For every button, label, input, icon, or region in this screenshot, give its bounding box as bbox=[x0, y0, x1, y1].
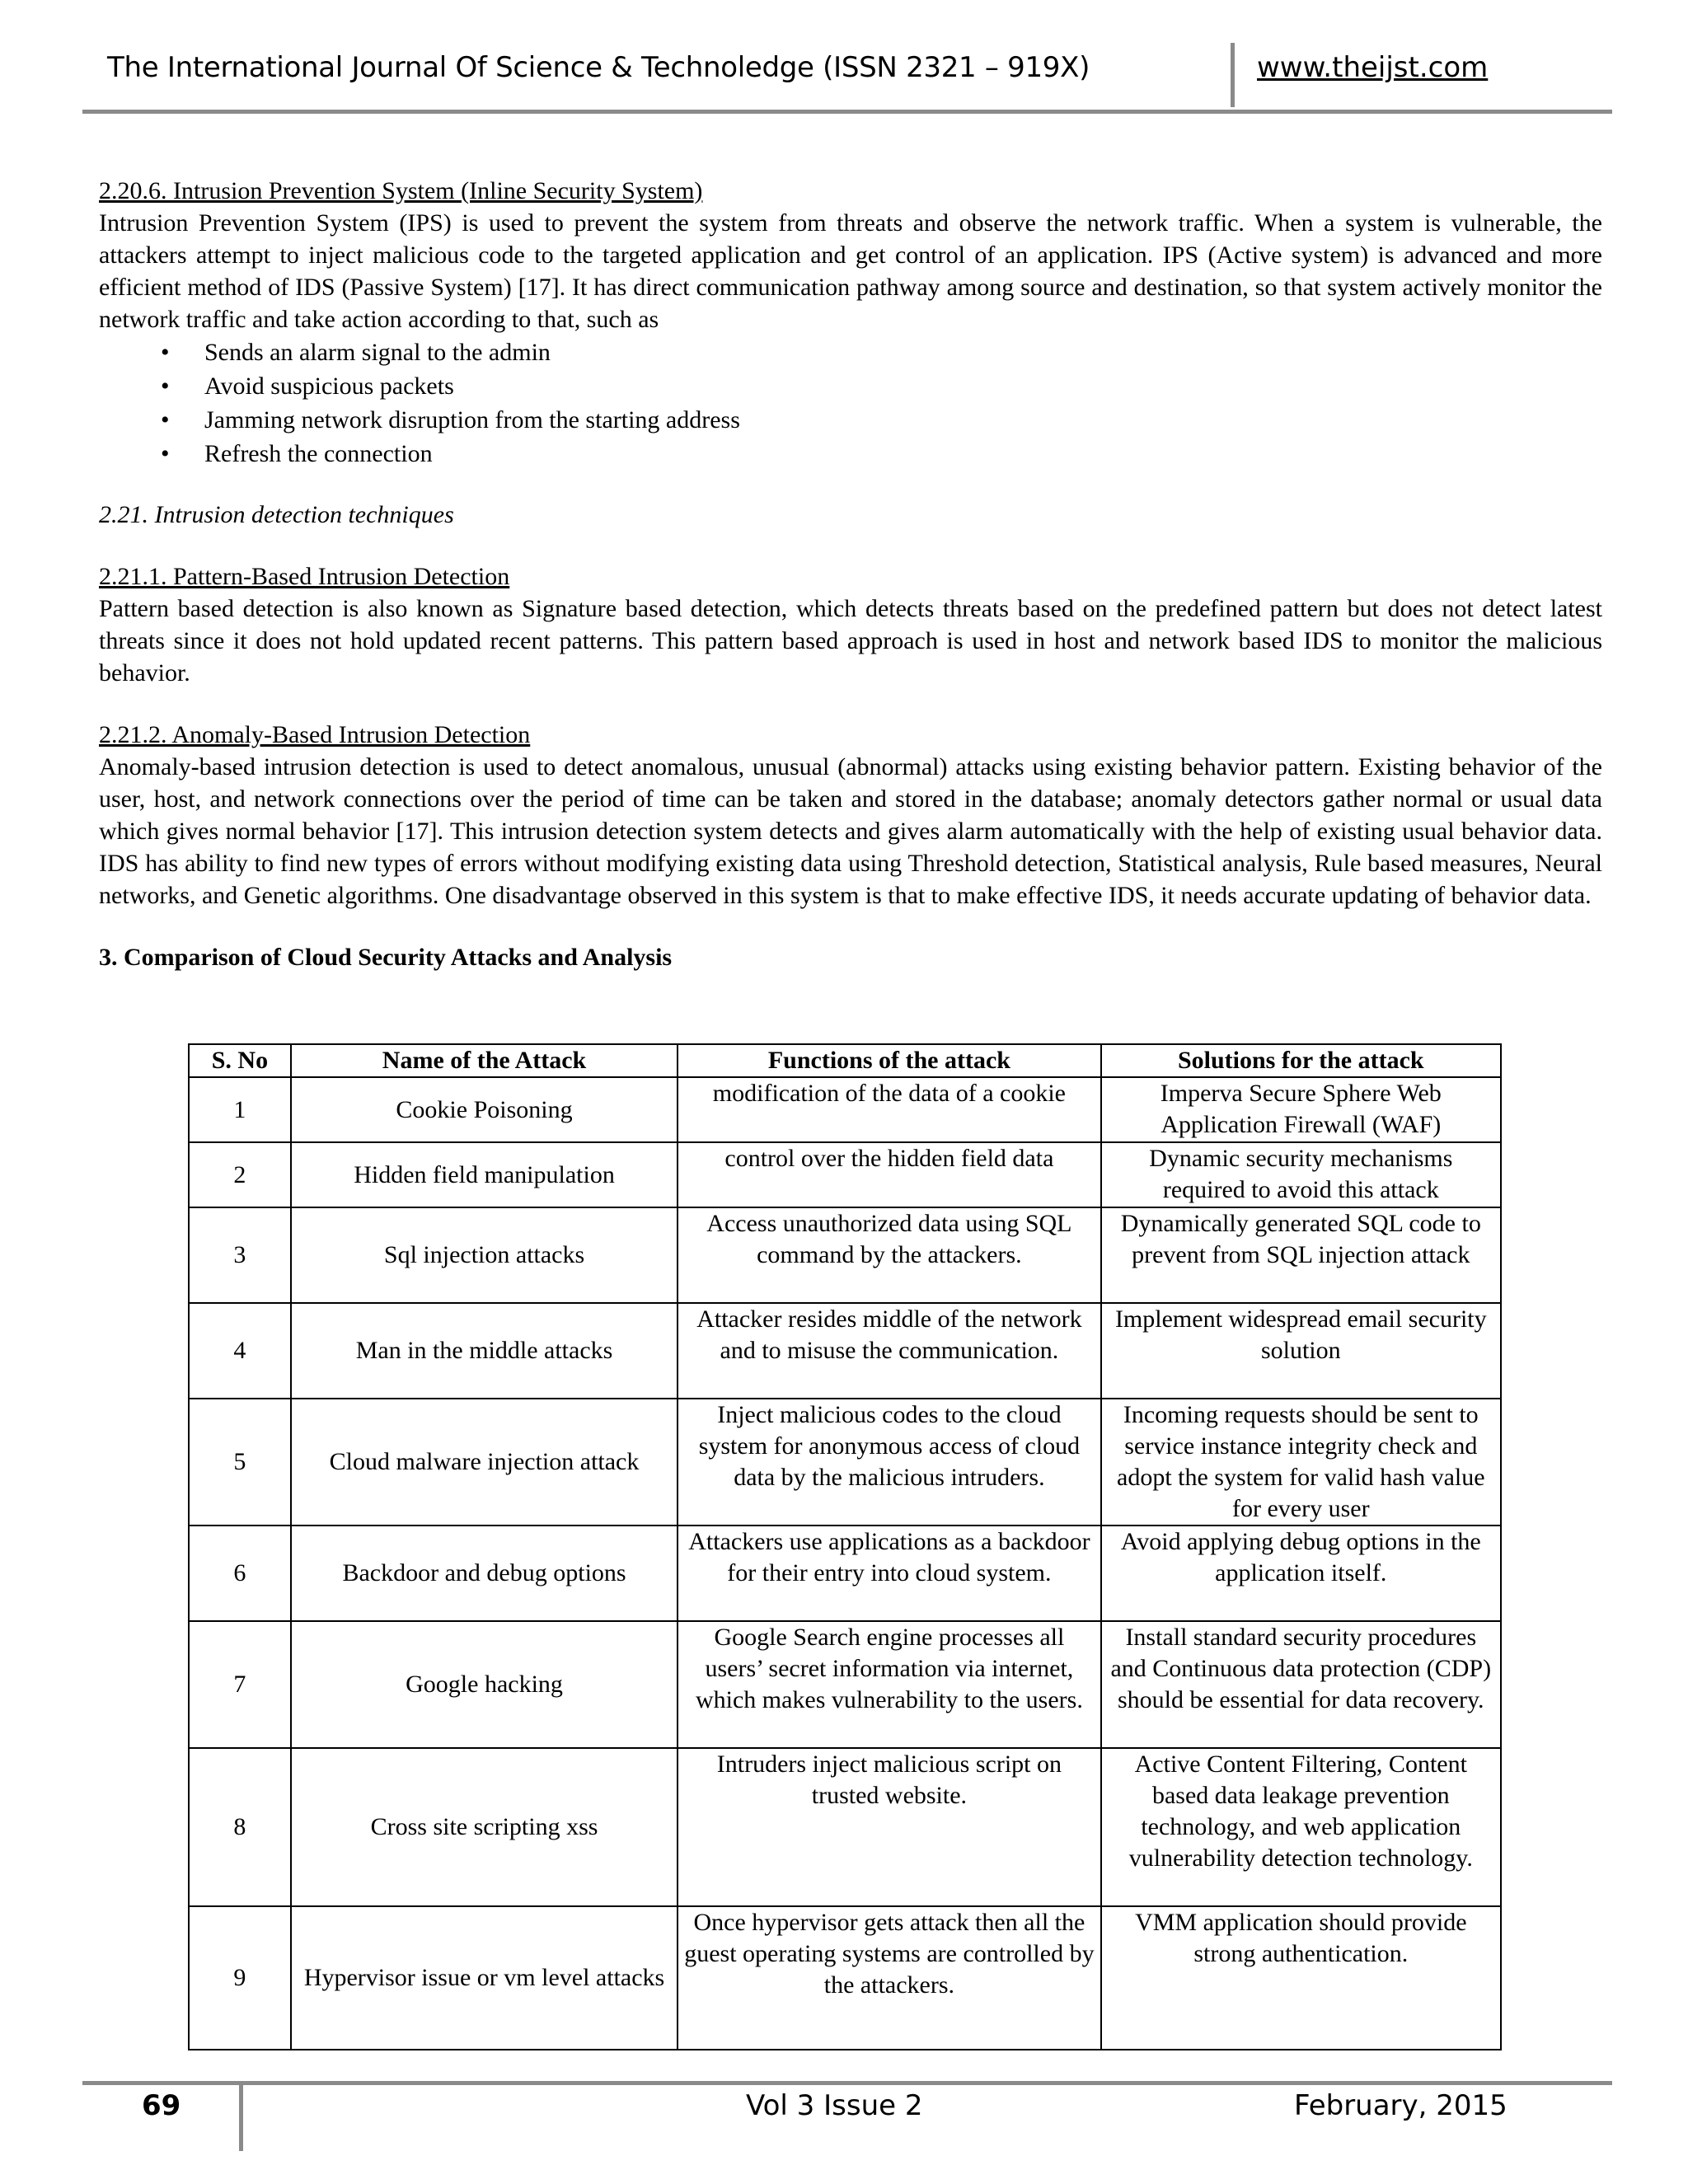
section-2-21-1-heading: 2.21.1. Pattern-Based Intrusion Detection bbox=[99, 563, 510, 590]
table-row bbox=[189, 1399, 1501, 1526]
cell-function: Intruders inject malicious script on trusted website. bbox=[678, 1748, 1100, 1906]
table-row bbox=[189, 1077, 1501, 1142]
section-2-21-heading: 2.21. Intrusion detection techniques bbox=[99, 501, 454, 528]
column-header-functions: Functions of the attack bbox=[678, 1044, 1100, 1077]
section-2-21-1-text: Pattern based detection is also known as Signature based detection, which detects threats based on the predefined pattern but does not detect latest threats since it does not hold updated recent patterns. This pattern based approach is used in host and network based IDS to monitor the malicious behavior. bbox=[99, 595, 1602, 687]
cell-solution: Dynamically generated SQL code to prevent from SQL injection attack bbox=[1101, 1207, 1501, 1303]
column-header-solutions: Solutions for the attack bbox=[1101, 1044, 1501, 1077]
cell-sno: 9 bbox=[189, 1906, 291, 2050]
cell-attack-name: Cross site scripting xss bbox=[291, 1748, 678, 1906]
table-header-row bbox=[189, 1044, 1501, 1077]
bullet-icon: • bbox=[161, 339, 170, 366]
list-item: • Jamming network disruption from the starting address bbox=[99, 403, 1602, 437]
cell-function: Google Search engine processes all users’ secret information via internet, which makes vulnerability to the users. bbox=[678, 1621, 1100, 1748]
header-divider bbox=[1231, 43, 1235, 107]
publication-date: February, 2015 bbox=[1294, 2089, 1507, 2122]
column-header-sno: S. No bbox=[189, 1044, 291, 1077]
list-item: • Avoid suspicious packets bbox=[99, 369, 1602, 403]
page-number: 69 bbox=[142, 2089, 181, 2122]
cell-sno: 3 bbox=[189, 1207, 291, 1303]
cell-attack-name: Cloud malware injection attack bbox=[291, 1399, 678, 1526]
cell-attack-name: Backdoor and debug options bbox=[291, 1526, 678, 1621]
cell-attack-name: Hidden field manipulation bbox=[291, 1142, 678, 1207]
cell-solution: Avoid applying debug options in the application itself. bbox=[1101, 1526, 1501, 1621]
cell-solution: VMM application should provide strong authentication. bbox=[1101, 1906, 1501, 2050]
cell-solution: Active Content Filtering, Content based data leakage prevention technology, and web application vulnerability detection technology. bbox=[1101, 1748, 1501, 1906]
section-2-21-2-heading: 2.21.2. Anomaly-Based Intrusion Detection bbox=[99, 721, 531, 748]
footer-divider bbox=[239, 2085, 243, 2151]
cell-attack-name: Man in the middle attacks bbox=[291, 1303, 678, 1399]
section-2-21-2-text: Anomaly-based intrusion detection is used to detect anomalous, unusual (abnormal) attacks using existing behavior pattern. Existing behavior of the user, host, and network connections over the period of time can be taken and stored in the database; anomaly detectors gather normal or usual data which gives normal behavior [17]. This intrusion detection system detects and gives alarm automatically with the help of existing usual behavior data. IDS has ability to find new types of errors without modifying existing data using Threshold detection, Statistical analysis, Rule based measures, Neural networks, and Genetic algorithms. One disadvantage observed in this system is that to make effective IDS, it needs accurate updating of behavior data. bbox=[99, 753, 1602, 909]
page-footer bbox=[82, 2081, 1612, 2172]
bullet-icon: • bbox=[161, 406, 170, 434]
cell-function: Attacker resides middle of the network and to misuse the communication. bbox=[678, 1303, 1100, 1399]
cell-solution: Implement widespread email security solution bbox=[1101, 1303, 1501, 1399]
cell-solution: Dynamic security mechanisms required to avoid this attack bbox=[1101, 1142, 1501, 1207]
cell-solution: Incoming requests should be sent to service instance integrity check and adopt the system for valid hash value for every user bbox=[1101, 1399, 1501, 1526]
header-rule bbox=[82, 110, 1612, 114]
table-row bbox=[189, 1526, 1501, 1621]
section-3-heading: 3. Comparison of Cloud Security Attacks and Analysis bbox=[99, 944, 673, 971]
column-header-name: Name of the Attack bbox=[291, 1044, 678, 1077]
journal-url-link[interactable]: www.theijst.com bbox=[1257, 51, 1489, 84]
footer-rule bbox=[82, 2081, 1612, 2085]
cell-sno: 6 bbox=[189, 1526, 291, 1621]
bullet-icon: • bbox=[161, 373, 170, 400]
table-row bbox=[189, 1748, 1501, 1906]
table-row bbox=[189, 1906, 1501, 2050]
list-item: • Refresh the connection bbox=[99, 437, 1602, 471]
cell-attack-name: Hypervisor issue or vm level attacks bbox=[291, 1906, 678, 2050]
volume-issue: Vol 3 Issue 2 bbox=[746, 2089, 923, 2122]
attacks-comparison-table bbox=[188, 1043, 1502, 2050]
section-2-20-6-heading: 2.20.6. Intrusion Prevention System (Inline Security System) bbox=[99, 177, 703, 204]
cell-solution: Imperva Secure Sphere Web Application Firewall (WAF) bbox=[1101, 1077, 1501, 1142]
cell-attack-name: Cookie Poisoning bbox=[291, 1077, 678, 1142]
cell-sno: 2 bbox=[189, 1142, 291, 1207]
cell-sno: 7 bbox=[189, 1621, 291, 1748]
cell-attack-name: Google hacking bbox=[291, 1621, 678, 1748]
cell-sno: 4 bbox=[189, 1303, 291, 1399]
list-item: • Sends an alarm signal to the admin bbox=[99, 335, 1602, 369]
journal-title: The International Journal Of Science & Technoledge (ISSN 2321 – 919X) bbox=[107, 51, 1090, 84]
table-row bbox=[189, 1303, 1501, 1399]
table-row bbox=[189, 1142, 1501, 1207]
cell-function: control over the hidden field data bbox=[678, 1142, 1100, 1207]
cell-function: Inject malicious codes to the cloud system for anonymous access of cloud data by the malicious intruders. bbox=[678, 1399, 1100, 1526]
section-2-20-6-text: Intrusion Prevention System (IPS) is used to prevent the system from threats and observe the network traffic. When a system is vulnerable, the attackers attempt to inject malicious code to the targeted application and get control of an application. IPS (Active system) is advanced and more efficient method of IDS (Passive System) [17]. It has direct communication pathway among source and destination, so that system actively monitor the network traffic and take action according to that, such as bbox=[99, 209, 1602, 333]
page-header bbox=[82, 33, 1612, 115]
cell-function: Access unauthorized data using SQL command by the attackers. bbox=[678, 1207, 1100, 1303]
cell-function: Attackers use applications as a backdoor for their entry into cloud system. bbox=[678, 1526, 1100, 1621]
ips-actions-list bbox=[99, 335, 1602, 471]
cell-solution: Install standard security procedures and Continuous data protection (CDP) should be essential for data recovery. bbox=[1101, 1621, 1501, 1748]
cell-sno: 5 bbox=[189, 1399, 291, 1526]
article-body bbox=[99, 175, 1602, 973]
table-row bbox=[189, 1207, 1501, 1303]
cell-sno: 8 bbox=[189, 1748, 291, 1906]
cell-attack-name: Sql injection attacks bbox=[291, 1207, 678, 1303]
table-row bbox=[189, 1621, 1501, 1748]
cell-sno: 1 bbox=[189, 1077, 291, 1142]
cell-function: Once hypervisor gets attack then all the guest operating systems are controlled by the attackers. bbox=[678, 1906, 1100, 2050]
bullet-icon: • bbox=[161, 440, 170, 467]
cell-function: modification of the data of a cookie bbox=[678, 1077, 1100, 1142]
